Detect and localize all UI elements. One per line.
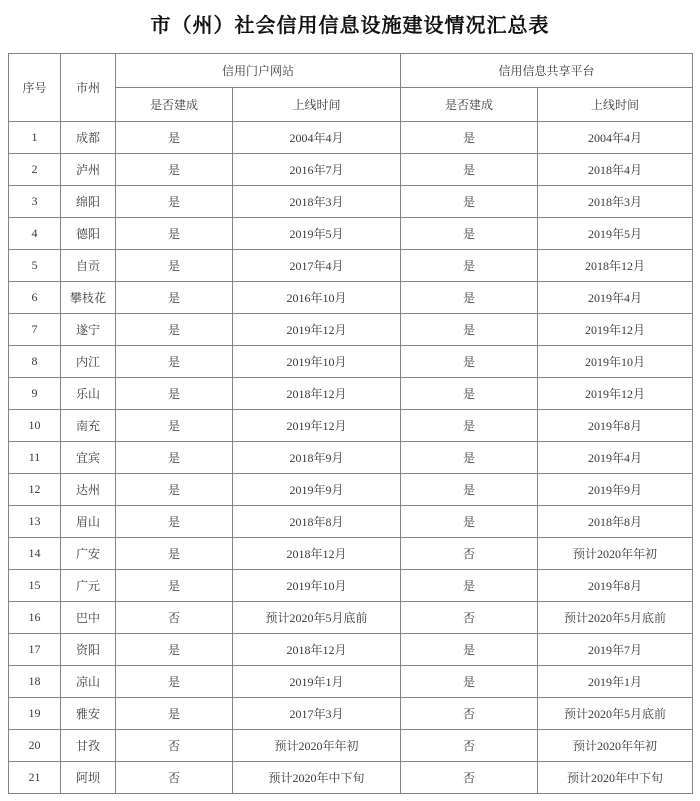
table-row	[9, 762, 693, 794]
city-name-cell: 宜宾	[61, 442, 116, 474]
header-city: 市州	[61, 54, 116, 122]
table-row	[9, 218, 693, 250]
row-index-cell: 19	[9, 698, 61, 730]
header-platform-time: 上线时间	[538, 88, 693, 122]
table-header	[9, 54, 693, 122]
page-title: 市（州）社会信用信息设施建设情况汇总表	[150, 15, 550, 37]
city-name-cell: 广元	[61, 570, 116, 602]
portal-built-cell: 是	[116, 154, 233, 186]
city-name-cell: 德阳	[61, 218, 116, 250]
portal-time-cell: 2004年4月	[233, 122, 401, 154]
platform-built-cell: 否	[401, 698, 538, 730]
platform-time-cell: 2018年8月	[538, 506, 693, 538]
portal-time-cell: 2016年7月	[233, 154, 401, 186]
platform-time-cell: 2019年12月	[538, 378, 693, 410]
header-portal-time: 上线时间	[233, 88, 401, 122]
portal-built-cell: 是	[116, 474, 233, 506]
city-name-cell: 内江	[61, 346, 116, 378]
row-index-cell: 5	[9, 250, 61, 282]
platform-time-cell: 预计2020年中下旬	[538, 762, 693, 794]
row-index-cell: 17	[9, 634, 61, 666]
table-row	[9, 506, 693, 538]
platform-built-cell: 是	[401, 346, 538, 378]
portal-built-cell: 是	[116, 314, 233, 346]
platform-built-cell: 是	[401, 378, 538, 410]
city-name-cell: 遂宁	[61, 314, 116, 346]
platform-built-cell: 是	[401, 250, 538, 282]
city-name-cell: 南充	[61, 410, 116, 442]
table-row	[9, 698, 693, 730]
row-index-cell: 8	[9, 346, 61, 378]
platform-built-cell: 是	[401, 442, 538, 474]
city-name-cell: 绵阳	[61, 186, 116, 218]
platform-built-cell: 是	[401, 634, 538, 666]
row-index-cell: 10	[9, 410, 61, 442]
row-index-cell: 16	[9, 602, 61, 634]
portal-time-cell: 2018年3月	[233, 186, 401, 218]
portal-time-cell: 2019年9月	[233, 474, 401, 506]
city-name-cell: 眉山	[61, 506, 116, 538]
platform-time-cell: 2004年4月	[538, 122, 693, 154]
row-index-cell: 20	[9, 730, 61, 762]
table-row	[9, 378, 693, 410]
table-row	[9, 154, 693, 186]
platform-time-cell: 2019年8月	[538, 410, 693, 442]
city-name-cell: 广安	[61, 538, 116, 570]
portal-time-cell: 2017年4月	[233, 250, 401, 282]
portal-time-cell: 预计2020年年初	[233, 730, 401, 762]
portal-time-cell: 2018年12月	[233, 378, 401, 410]
table-row	[9, 346, 693, 378]
portal-built-cell: 是	[116, 666, 233, 698]
table-row	[9, 186, 693, 218]
table-row	[9, 314, 693, 346]
portal-time-cell: 2019年10月	[233, 346, 401, 378]
platform-built-cell: 是	[401, 218, 538, 250]
platform-built-cell: 否	[401, 762, 538, 794]
portal-time-cell: 2019年12月	[233, 314, 401, 346]
table-row	[9, 538, 693, 570]
portal-time-cell: 2018年9月	[233, 442, 401, 474]
header-portal-built: 是否建成	[116, 88, 233, 122]
portal-time-cell: 2019年5月	[233, 218, 401, 250]
portal-built-cell: 是	[116, 570, 233, 602]
table-row	[9, 602, 693, 634]
platform-built-cell: 是	[401, 570, 538, 602]
city-name-cell: 甘孜	[61, 730, 116, 762]
portal-built-cell: 是	[116, 634, 233, 666]
header-platform-group: 信用信息共享平台	[401, 54, 693, 88]
city-name-cell: 达州	[61, 474, 116, 506]
portal-built-cell: 是	[116, 410, 233, 442]
platform-built-cell: 是	[401, 122, 538, 154]
table-body	[9, 122, 693, 794]
city-name-cell: 泸州	[61, 154, 116, 186]
portal-built-cell: 否	[116, 730, 233, 762]
platform-time-cell: 2018年4月	[538, 154, 693, 186]
row-index-cell: 7	[9, 314, 61, 346]
portal-time-cell: 2019年1月	[233, 666, 401, 698]
portal-time-cell: 2019年12月	[233, 410, 401, 442]
platform-built-cell: 否	[401, 730, 538, 762]
platform-time-cell: 2019年8月	[538, 570, 693, 602]
row-index-cell: 3	[9, 186, 61, 218]
row-index-cell: 4	[9, 218, 61, 250]
platform-time-cell: 2019年5月	[538, 218, 693, 250]
portal-time-cell: 2016年10月	[233, 282, 401, 314]
table-row	[9, 282, 693, 314]
city-name-cell: 凉山	[61, 666, 116, 698]
platform-time-cell: 2018年12月	[538, 250, 693, 282]
city-name-cell: 自贡	[61, 250, 116, 282]
portal-built-cell: 否	[116, 602, 233, 634]
portal-built-cell: 是	[116, 186, 233, 218]
portal-built-cell: 是	[116, 122, 233, 154]
platform-built-cell: 是	[401, 666, 538, 698]
portal-time-cell: 2018年12月	[233, 634, 401, 666]
table-row	[9, 474, 693, 506]
row-index-cell: 6	[9, 282, 61, 314]
portal-time-cell: 2018年12月	[233, 538, 401, 570]
table-row	[9, 570, 693, 602]
row-index-cell: 11	[9, 442, 61, 474]
platform-time-cell: 2019年4月	[538, 442, 693, 474]
table-row	[9, 442, 693, 474]
portal-built-cell: 是	[116, 282, 233, 314]
portal-built-cell: 是	[116, 378, 233, 410]
table-row	[9, 666, 693, 698]
platform-built-cell: 否	[401, 602, 538, 634]
platform-built-cell: 是	[401, 410, 538, 442]
portal-time-cell: 2019年10月	[233, 570, 401, 602]
row-index-cell: 14	[9, 538, 61, 570]
platform-time-cell: 预计2020年5月底前	[538, 698, 693, 730]
platform-time-cell: 2019年12月	[538, 314, 693, 346]
header-platform-built: 是否建成	[401, 88, 538, 122]
row-index-cell: 18	[9, 666, 61, 698]
portal-built-cell: 是	[116, 698, 233, 730]
row-index-cell: 21	[9, 762, 61, 794]
portal-built-cell: 是	[116, 346, 233, 378]
portal-built-cell: 是	[116, 218, 233, 250]
platform-built-cell: 是	[401, 154, 538, 186]
header-row-groups	[9, 54, 693, 88]
city-name-cell: 乐山	[61, 378, 116, 410]
city-name-cell: 攀枝花	[61, 282, 116, 314]
row-index-cell: 12	[9, 474, 61, 506]
header-portal-group: 信用门户网站	[116, 54, 401, 88]
platform-time-cell: 2019年9月	[538, 474, 693, 506]
platform-time-cell: 预计2020年年初	[538, 730, 693, 762]
platform-built-cell: 是	[401, 506, 538, 538]
platform-time-cell: 预计2020年年初	[538, 538, 693, 570]
portal-time-cell: 2017年3月	[233, 698, 401, 730]
portal-built-cell: 是	[116, 442, 233, 474]
portal-built-cell: 是	[116, 538, 233, 570]
portal-built-cell: 否	[116, 762, 233, 794]
platform-built-cell: 是	[401, 474, 538, 506]
platform-built-cell: 是	[401, 314, 538, 346]
portal-built-cell: 是	[116, 506, 233, 538]
table-row	[9, 122, 693, 154]
platform-time-cell: 2019年10月	[538, 346, 693, 378]
city-name-cell: 资阳	[61, 634, 116, 666]
table-row	[9, 250, 693, 282]
platform-time-cell: 2019年1月	[538, 666, 693, 698]
portal-built-cell: 是	[116, 250, 233, 282]
header-index: 序号	[9, 54, 61, 122]
table-row	[9, 634, 693, 666]
platform-time-cell: 2018年3月	[538, 186, 693, 218]
city-name-cell: 阿坝	[61, 762, 116, 794]
platform-time-cell: 预计2020年5月底前	[538, 602, 693, 634]
summary-table	[8, 53, 693, 794]
city-name-cell: 成都	[61, 122, 116, 154]
city-name-cell: 巴中	[61, 602, 116, 634]
portal-time-cell: 预计2020年5月底前	[233, 602, 401, 634]
platform-built-cell: 否	[401, 538, 538, 570]
portal-time-cell: 预计2020年中下旬	[233, 762, 401, 794]
platform-built-cell: 是	[401, 282, 538, 314]
platform-built-cell: 是	[401, 186, 538, 218]
table-row	[9, 410, 693, 442]
row-index-cell: 1	[9, 122, 61, 154]
row-index-cell: 13	[9, 506, 61, 538]
platform-time-cell: 2019年7月	[538, 634, 693, 666]
platform-time-cell: 2019年4月	[538, 282, 693, 314]
row-index-cell: 9	[9, 378, 61, 410]
city-name-cell: 雅安	[61, 698, 116, 730]
portal-time-cell: 2018年8月	[233, 506, 401, 538]
table-row	[9, 730, 693, 762]
row-index-cell: 15	[9, 570, 61, 602]
row-index-cell: 2	[9, 154, 61, 186]
